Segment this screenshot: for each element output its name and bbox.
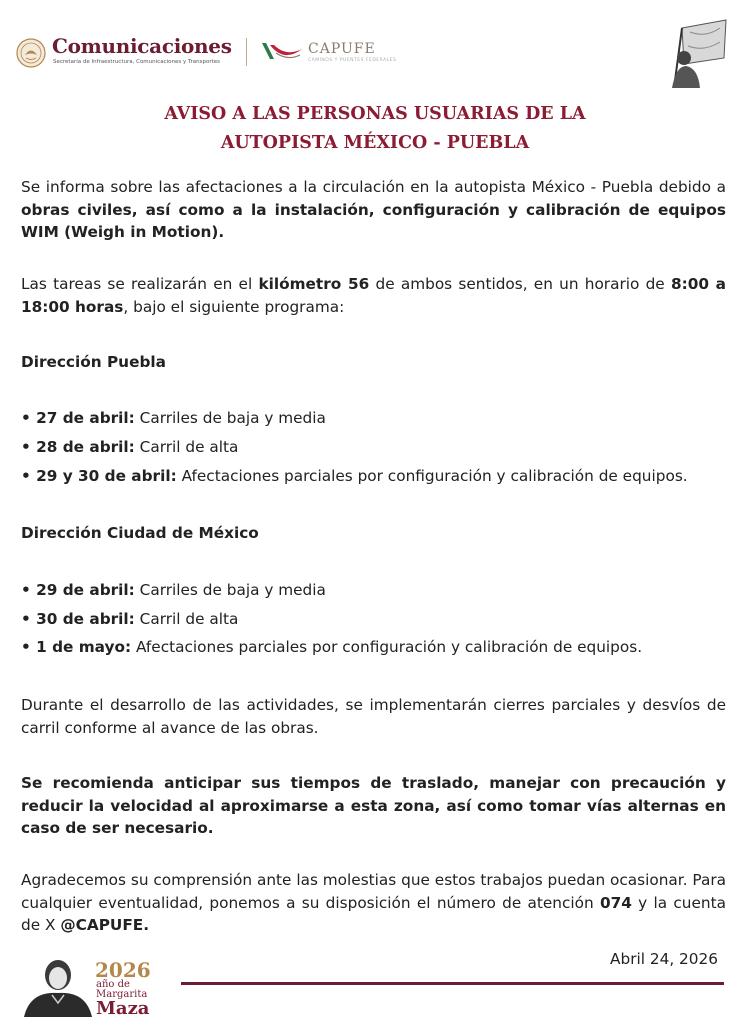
schedule-hours: 8:00 a 18:00 horas	[21, 275, 726, 316]
schedule-text-3: , bajo el siguiente programa:	[123, 297, 345, 316]
intro-wim: (Weigh in Motion).	[58, 223, 225, 241]
margarita-maza-portrait-icon	[24, 955, 92, 1017]
development-paragraph: Durante el desarrollo de las actividades, se implementarán cierres parciales y desvíos de carril conforme al avance de las obras.	[21, 696, 726, 737]
list-item-date: • 27 de abril:	[21, 409, 135, 427]
document-date: Abril 24, 2026	[610, 950, 718, 968]
intro-paragraph	[21, 176, 726, 244]
list-item	[21, 610, 238, 628]
recommendation-paragraph: Se recomienda anticipar sus tiempos de traslado, manejar con precaución y reducir la velocidad al aproximarse a esta zona, así como tomar vías alternas en caso de ser necesario.	[21, 774, 726, 837]
flag-figure-icon	[660, 18, 730, 90]
list-item-date: • 28 de abril:	[21, 438, 135, 456]
list-item	[21, 638, 642, 656]
capufe-logo-icon	[260, 39, 304, 65]
list-item	[21, 467, 688, 485]
year-subtitle	[96, 980, 147, 1000]
list-item-text: Carril de alta	[134, 610, 239, 628]
x-account: @CAPUFE.	[60, 916, 150, 934]
thanks-text-2: y la cuenta de X	[21, 893, 726, 934]
intro-works-bold: obras civiles, así como a la instalación, configuración y calibración de equipos WIM	[21, 200, 726, 241]
header-divider	[246, 38, 247, 66]
title-line-1: AVISO A LAS PERSONAS USUARIAS DE LA	[164, 104, 586, 124]
year-number: 2026	[95, 958, 151, 982]
thanks-paragraph	[21, 869, 726, 937]
list-item-text: Carril de alta	[134, 438, 239, 456]
thanks-text: Agradecemos su comprensión ante las molestias que estos trabajos puedan ocasionar. Para cualquier eventualidad, ponemos a su disposición el número de atención	[21, 871, 726, 912]
list-item-date: • 30 de abril:	[21, 610, 135, 628]
list-item-text: Afectaciones parciales por configuración y calibración de equipos.	[176, 467, 688, 485]
schedule-text-2: de ambos sentidos, en un horario de	[369, 275, 671, 293]
capufe-subtitle: CAMINOS Y PUENTES FEDERALES	[308, 58, 397, 63]
schedule-km: kilómetro 56	[258, 275, 370, 293]
schedule-paragraph	[21, 273, 726, 318]
footer-rule	[181, 982, 724, 985]
section-heading-cdmx: Dirección Ciudad de México	[21, 524, 259, 542]
notice-title	[0, 100, 750, 158]
list-item-text: Carriles de baja y media	[134, 409, 326, 427]
year-sub-line-2: Margarita	[96, 989, 148, 1000]
list-item-date: • 1 de mayo:	[21, 638, 132, 656]
attention-number: 074	[599, 893, 632, 912]
header	[0, 0, 750, 90]
brand-name: Comunicaciones	[52, 34, 232, 58]
list-item	[21, 409, 326, 427]
list-item-date: • 29 y 30 de abril:	[21, 467, 177, 485]
list-item-date: • 29 de abril:	[21, 581, 135, 599]
list-item-text: Afectaciones parciales por configuración y calibración de equipos.	[131, 638, 643, 656]
year-sub-line-1: año de	[96, 979, 130, 990]
list-item	[21, 581, 326, 599]
year-name: Maza	[96, 998, 150, 1019]
list-item	[21, 438, 238, 456]
list-item-text: Carriles de baja y media	[134, 581, 326, 599]
schedule-text: Las tareas se realizarán en el	[21, 275, 259, 293]
capufe-name: CAPUFE	[308, 41, 376, 57]
section-heading-puebla: Dirección Puebla	[21, 353, 166, 371]
brand-subtitle: Secretaría de Infraestructura, Comunicaciones y Transportes	[53, 59, 221, 65]
title-line-2: AUTOPISTA MÉXICO - PUEBLA	[220, 133, 530, 153]
national-seal-icon	[16, 38, 46, 68]
intro-text: Se informa sobre las afectaciones a la circulación en la autopista México - Puebla debido a	[21, 178, 726, 196]
